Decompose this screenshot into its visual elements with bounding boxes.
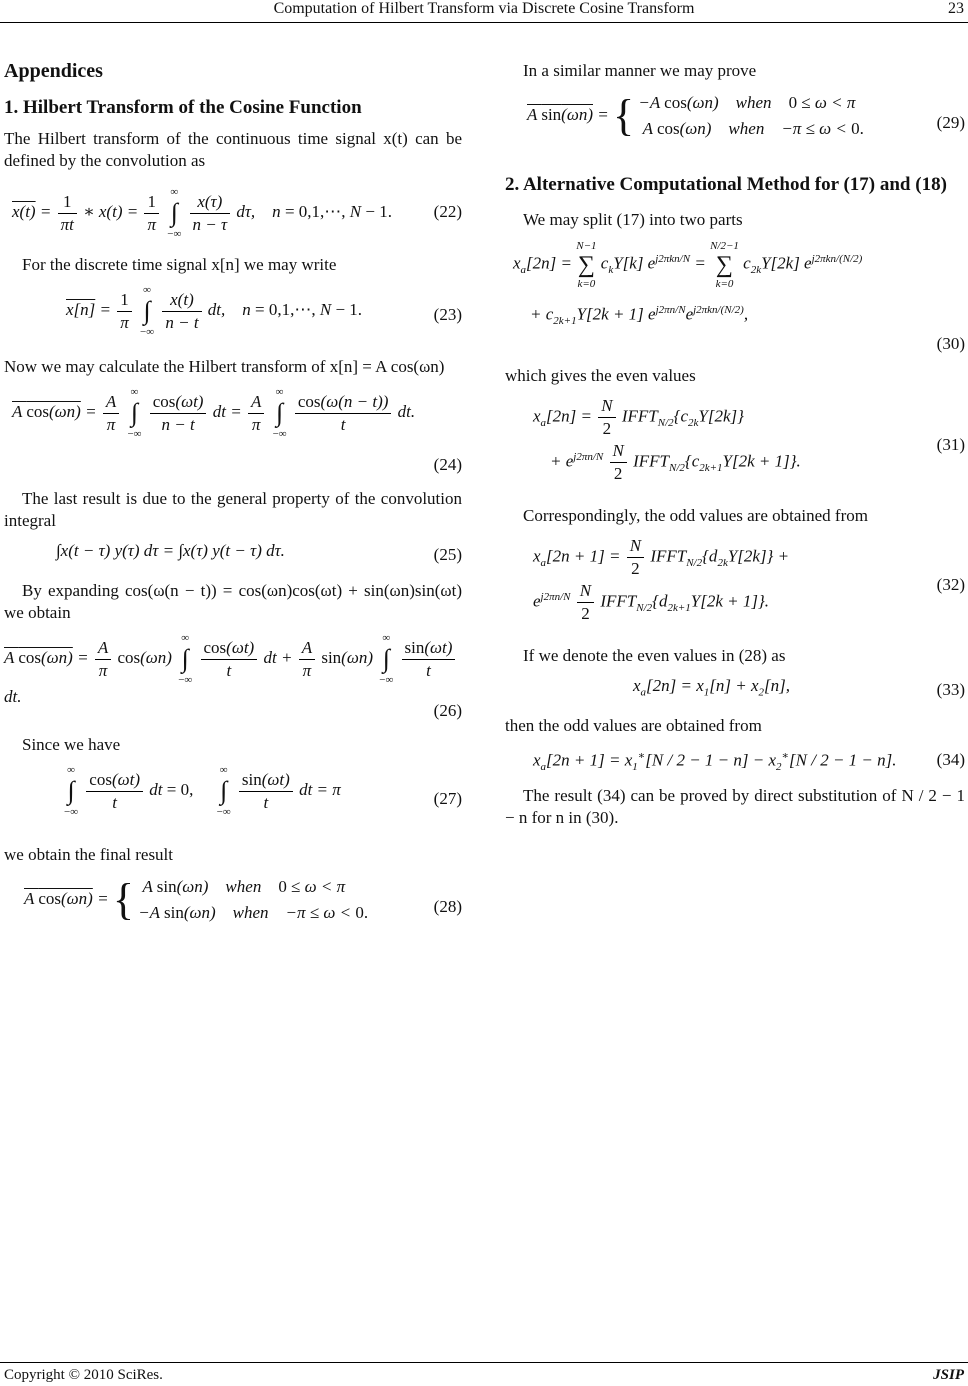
paragraph-then: then the odd values are obtained from bbox=[505, 716, 762, 735]
equation-number-28: (28) bbox=[433, 897, 462, 916]
paragraph-expanding: By expanding cos(ω(n − t)) = cos(ωn)cos(ωt) + sin(ωn)sin(ωt) we obtain bbox=[4, 581, 462, 622]
running-title: Computation of Hilbert Transform via Discrete Cosine Transform bbox=[273, 0, 695, 17]
right-column bbox=[505, 60, 965, 837]
equation-30: $x_a[2n]$ = N−1 ∑ k=0 $c_kY[k] e^{j2\pi kn/N}$ = N/2−1 ∑ k=0 $c_{2k}Y[2k]$ $e^{j2\pi kn/(N/2)}$ + $c_{2k+1}Y[2k + 1]$ $e^{j2\pi n/N}e^{j2\pi kn/(N/2)}$, (30) bbox=[513, 239, 965, 353]
paragraph-hilbert-def: The Hilbert transform of the continuous time signal x(t) can be defined by the convolution as bbox=[4, 129, 462, 170]
equation-34: $x_a[2n + 1] = x_1^∗[N / 2 - 1 - n] - x_2^∗[N / 2 - 1 - n]$. (34) bbox=[533, 750, 965, 774]
equation-29: A sin(ωn) = { −A cos(ωn) when 0 ≤ ω < π A cos(ωn) when −π ≤ ω < 0. (29) bbox=[527, 91, 965, 140]
page-number: 23 bbox=[948, 0, 964, 17]
paragraph-calc: Now we may calculate the Hilbert transform of x[n] = A cos(ωn) bbox=[4, 357, 445, 376]
equation-28: A cos(ωn) = { A sin(ωn) when 0 ≤ ω < π −A sin(ωn) when −π ≤ ω < 0. (28) bbox=[24, 875, 462, 924]
paragraph-convolution: The last result is due to the general property of the convolution integral bbox=[4, 489, 462, 530]
equation-number-33: (33) bbox=[936, 680, 965, 699]
journal-name: JSIP bbox=[933, 1367, 964, 1383]
section-2-heading: 2. Alternative Computational Method for (17) and (18) bbox=[505, 174, 947, 195]
equation-25: ∫x(t − τ) y(τ) dτ = ∫x(τ) y(t − τ) dτ. (25) bbox=[56, 541, 462, 564]
paragraph-even: which gives the even values bbox=[505, 366, 696, 385]
paragraph-odd: Correspondingly, the odd values are obtained from bbox=[523, 506, 868, 525]
equation-number-24: (24) bbox=[433, 455, 462, 474]
equation-24: A cos(ωn) = $\frac{A}{\pi}$ ∞ ∫ −∞ $\frac{\cos(\omega t)}{n - t}$ dt = $\frac{A}{\pi}$ ∞ ∫ −∞ $\frac{\cos(\omega(n - t))}{t}$ dt. (24) bbox=[12, 386, 462, 474]
paragraph-proof: The result (34) can be proved by direct substitution of N / 2 − 1 − n for n in (30). bbox=[505, 786, 965, 827]
copyright-text: Copyright © 2010 SciRes. bbox=[4, 1367, 163, 1383]
equation-number-25: (25) bbox=[433, 545, 462, 564]
equation-number-27: (27) bbox=[433, 789, 462, 808]
appendices-heading: Appendices bbox=[4, 60, 103, 82]
equation-number-31: (31) bbox=[936, 435, 965, 454]
paragraph-final: we obtain the final result bbox=[4, 845, 174, 864]
equation-23: x[n] = $\frac{1}{\pi}$ ∞ ∫ −∞ $\frac{x(t)}{n - t}$ dt, n = 0,1,⋯, N − 1. (23) bbox=[66, 284, 462, 338]
equation-number-34: (34) bbox=[936, 750, 965, 769]
equation-27: ∞ ∫ −∞ $\frac{\cos(\omega t)}{t}$ dt = 0, ∞ ∫ −∞ $\frac{\sin(\omega t)}{t}$ dt = π (27) bbox=[64, 764, 462, 818]
paragraph-discrete: For the discrete time signal x[n] we may write bbox=[22, 255, 337, 274]
page-footer bbox=[0, 1362, 968, 1385]
equation-number-32: (32) bbox=[936, 575, 965, 594]
equation-33: $x_a[2n] = x_1[n] + x_2[n]$, (33) bbox=[633, 676, 965, 699]
equation-22: x(t) = $\frac{1}{\pi t}$ ∗ x(t) = $\frac{1}{\pi}$ ∞ ∫ −∞ $\frac{x(\tau)}{n - \tau}$ dτ, n = 0,1,⋯, N − 1. (22) bbox=[12, 186, 462, 240]
equation-number-29: (29) bbox=[936, 113, 965, 132]
paragraph-split: We may split (17) into two parts bbox=[523, 210, 743, 229]
equation-number-26: (26) bbox=[433, 701, 462, 720]
page-header bbox=[0, 0, 968, 23]
equation-number-23: (23) bbox=[433, 305, 462, 324]
section-1-heading: 1. Hilbert Transform of the Cosine Function bbox=[4, 97, 362, 118]
equation-26: A cos(ωn) = $\frac{A}{\pi}$ cos(ωn) ∞ ∫ −∞ $\frac{\cos(\omega t)}{t}$ dt + $\frac{A}{\pi}$ sin(ωn) ∞ ∫ −∞ $\frac{\sin(\omega t)}{t}$ dt. (26) bbox=[4, 632, 462, 720]
left-column bbox=[4, 42, 462, 950]
equation-number-30: (30) bbox=[936, 334, 965, 353]
equation-number-22: (22) bbox=[433, 202, 462, 221]
paragraph-similar: In a similar manner we may prove bbox=[523, 61, 757, 80]
paragraph-since: Since we have bbox=[22, 735, 121, 754]
equation-31: $x_a[2n]$ = $\frac{N}{2}$ $IFFT_{N/2}\{c_{2k}Y[2k]\}$ + $e^{j2\pi n/N}$ $\frac{N}{2}$ $IFFT_{N/2}\{c_{2k+1}Y[2k + 1]\}$. (31) bbox=[533, 396, 965, 483]
equation-32: $x_a[2n + 1]$ = $\frac{N}{2}$ $IFFT_{N/2}\{d_{2k}Y[2k]\}$ + $e^{j2\pi n/N}$ $\frac{N}{2}$ $IFFT_{N/2}\{d_{2k+1}Y[2k + 1]\}$. (32) bbox=[533, 536, 965, 623]
paragraph-denote: If we denote the even values in (28) as bbox=[523, 646, 786, 665]
